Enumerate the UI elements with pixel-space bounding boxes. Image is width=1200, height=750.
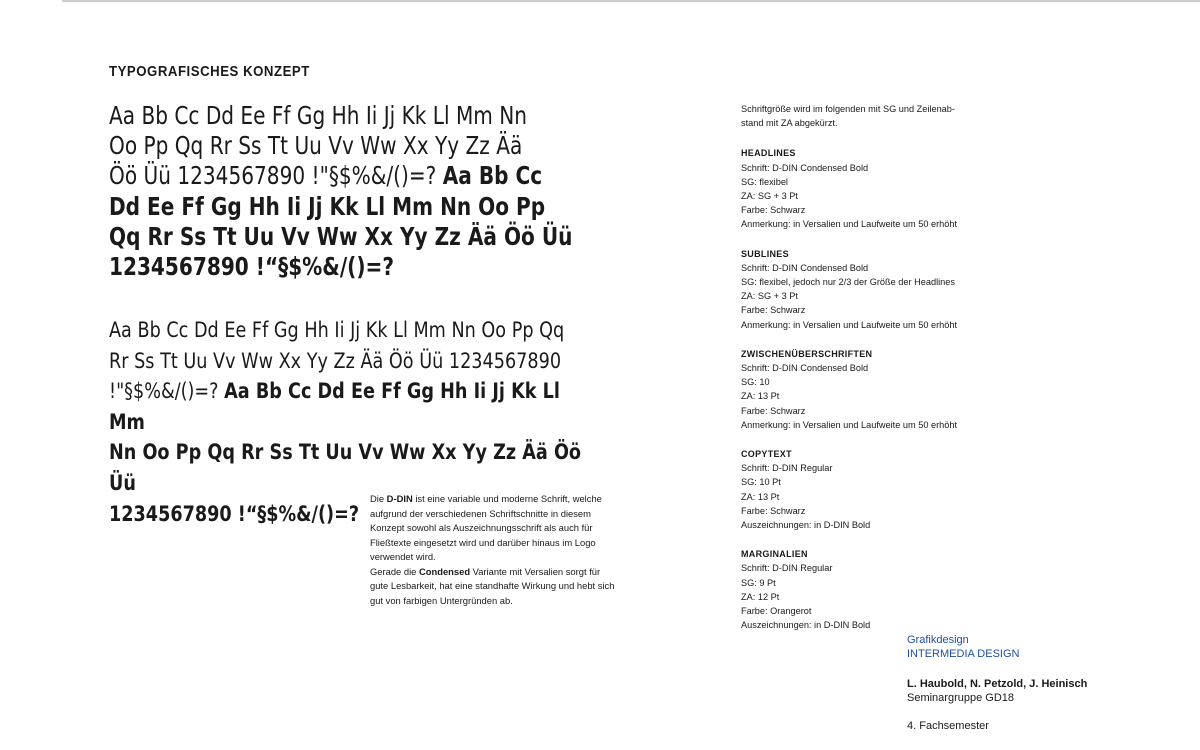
spec-line: Schrift: D-DIN Regular bbox=[741, 563, 833, 574]
spec-line: ZA: SG + 3 Pt bbox=[741, 291, 798, 302]
spec-line: SG: 10 Pt bbox=[741, 477, 781, 488]
typography-spec-column bbox=[741, 102, 1001, 648]
top-divider bbox=[62, 0, 1200, 2]
department-name: Grafikdesign bbox=[907, 634, 969, 646]
type-specimen-large bbox=[109, 101, 601, 282]
description-paragraph: Gerade die Condensed Variante mit Versalien sorgt für gute Lesbarkeit, hat eine standhafte Wirkung und hebt sich gut von farbigen Untergründen ab. bbox=[370, 565, 615, 606]
section-zwischenueberschriften bbox=[741, 347, 1001, 432]
spec-line: Anmerkung: in Versalien und Laufweite um 50 erhöht bbox=[741, 419, 958, 430]
spec-line: ZA: 13 Pt bbox=[741, 491, 780, 502]
spec-line: Auszeichnungen: in D-DIN Bold bbox=[741, 620, 871, 631]
specimen-line: Aa Bb Cc Dd Ee Ff Gg Hh Ii Jj Kk Ll Mm Nn Oo Pp Qq bbox=[109, 318, 565, 343]
spec-line: ZA: SG + 3 Pt bbox=[741, 191, 798, 202]
specimen-line: Dd Ee Ff Gg Hh Ii Jj Kk Ll Mm Nn Oo Pp bbox=[109, 191, 546, 221]
description-paragraph: Die D-DIN ist eine variable und moderne Schrift, welche aufgrund der verschiedenen Schriftschnitte in diesem Konzept sowohl als Auszeichnungsschrift als auch für Fließtexte eingesetzt wird und darüber hinaus im Logo verwendet wird. bbox=[370, 493, 602, 562]
specimen-line: Öö Üü 1234567890 !"§$%&/()=? Aa Bb Cc bbox=[109, 161, 543, 191]
spec-line: Schrift: D-DIN Regular bbox=[741, 463, 833, 474]
section-heading: MARGINALIEN bbox=[741, 549, 808, 560]
footer-credits bbox=[907, 633, 1087, 733]
font-description bbox=[370, 492, 620, 608]
spec-line: SG: 10 bbox=[741, 377, 770, 388]
spec-line: Anmerkung: in Versalien und Laufweite um 50 erhöht bbox=[741, 219, 958, 230]
spec-line: ZA: 13 Pt bbox=[741, 391, 780, 402]
section-heading: ZWISCHENÜBERSCHRIFTEN bbox=[741, 348, 873, 359]
semester: 4. Fachsemester bbox=[907, 720, 989, 732]
section-heading: SUBLINES bbox=[741, 248, 789, 259]
page-title: TYPOGRAFISCHES KONZEPT bbox=[109, 63, 310, 80]
spec-line: Schrift: D-DIN Condensed Bold bbox=[741, 262, 869, 273]
authors: L. Haubold, N. Petzold, J. Heinisch bbox=[907, 678, 1088, 690]
section-copytext bbox=[741, 447, 1001, 532]
specimen-line: Nn Oo Pp Qq Rr Ss Tt Uu Vv Ww Xx Yy Zz Ää Öö Üü bbox=[109, 440, 582, 496]
abbreviation-note: Schriftgröße wird im folgenden mit SG und Zeilenab- stand mit ZA abgekürzt. bbox=[741, 104, 955, 129]
specimen-line: 1234567890 !“§$%&/()=? bbox=[109, 252, 395, 282]
spec-line: Schrift: D-DIN Condensed Bold bbox=[741, 162, 869, 173]
specimen-line: Qq Rr Ss Tt Uu Vv Ww Xx Yy Zz Ää Öö Üü bbox=[109, 221, 573, 251]
specimen-line: Oo Pp Qq Rr Ss Tt Uu Vv Ww Xx Yy Zz Ää bbox=[109, 131, 523, 161]
program-name: INTERMEDIA DESIGN bbox=[907, 648, 1020, 660]
spec-line: Farbe: Orangerot bbox=[741, 606, 812, 617]
specimen-line: Aa Bb Cc Dd Ee Ff Gg Hh Ii Jj Kk Ll Mm Nn bbox=[109, 101, 528, 130]
spec-line: SG: flexibel, jedoch nur 2/3 der Größe der Headlines bbox=[741, 277, 955, 288]
spec-line: Farbe: Schwarz bbox=[741, 305, 806, 316]
spec-line: Schrift: D-DIN Condensed Bold bbox=[741, 363, 869, 374]
section-heading: HEADLINES bbox=[741, 148, 796, 159]
spec-line: Farbe: Schwarz bbox=[741, 405, 806, 416]
spec-line: Farbe: Schwarz bbox=[741, 505, 806, 516]
spec-line: Auszeichnungen: in D-DIN Bold bbox=[741, 520, 871, 531]
section-marginalien bbox=[741, 547, 1001, 632]
section-headlines bbox=[741, 146, 1001, 231]
specimen-line: !"§$%&/()=? Aa Bb Cc Dd Ee Ff Gg Hh Ii Jj Kk Ll Mm bbox=[109, 379, 560, 435]
section-heading: COPYTEXT bbox=[741, 449, 792, 460]
spec-line: SG: 9 Pt bbox=[741, 577, 776, 588]
seminar-group: Seminargruppe GD18 bbox=[907, 692, 1015, 704]
specimen-line: Rr Ss Tt Uu Vv Ww Xx Yy Zz Ää Öö Üü 1234567890 bbox=[109, 348, 562, 374]
spec-line: SG: flexibel bbox=[741, 176, 788, 187]
specimen-line: 1234567890 !“§$%&/()=? bbox=[109, 501, 360, 527]
spec-line: ZA: 12 Pt bbox=[741, 591, 780, 602]
spec-line: Farbe: Schwarz bbox=[741, 205, 806, 216]
section-sublines bbox=[741, 247, 1001, 332]
spec-line: Anmerkung: in Versalien und Laufweite um 50 erhöht bbox=[741, 319, 958, 330]
